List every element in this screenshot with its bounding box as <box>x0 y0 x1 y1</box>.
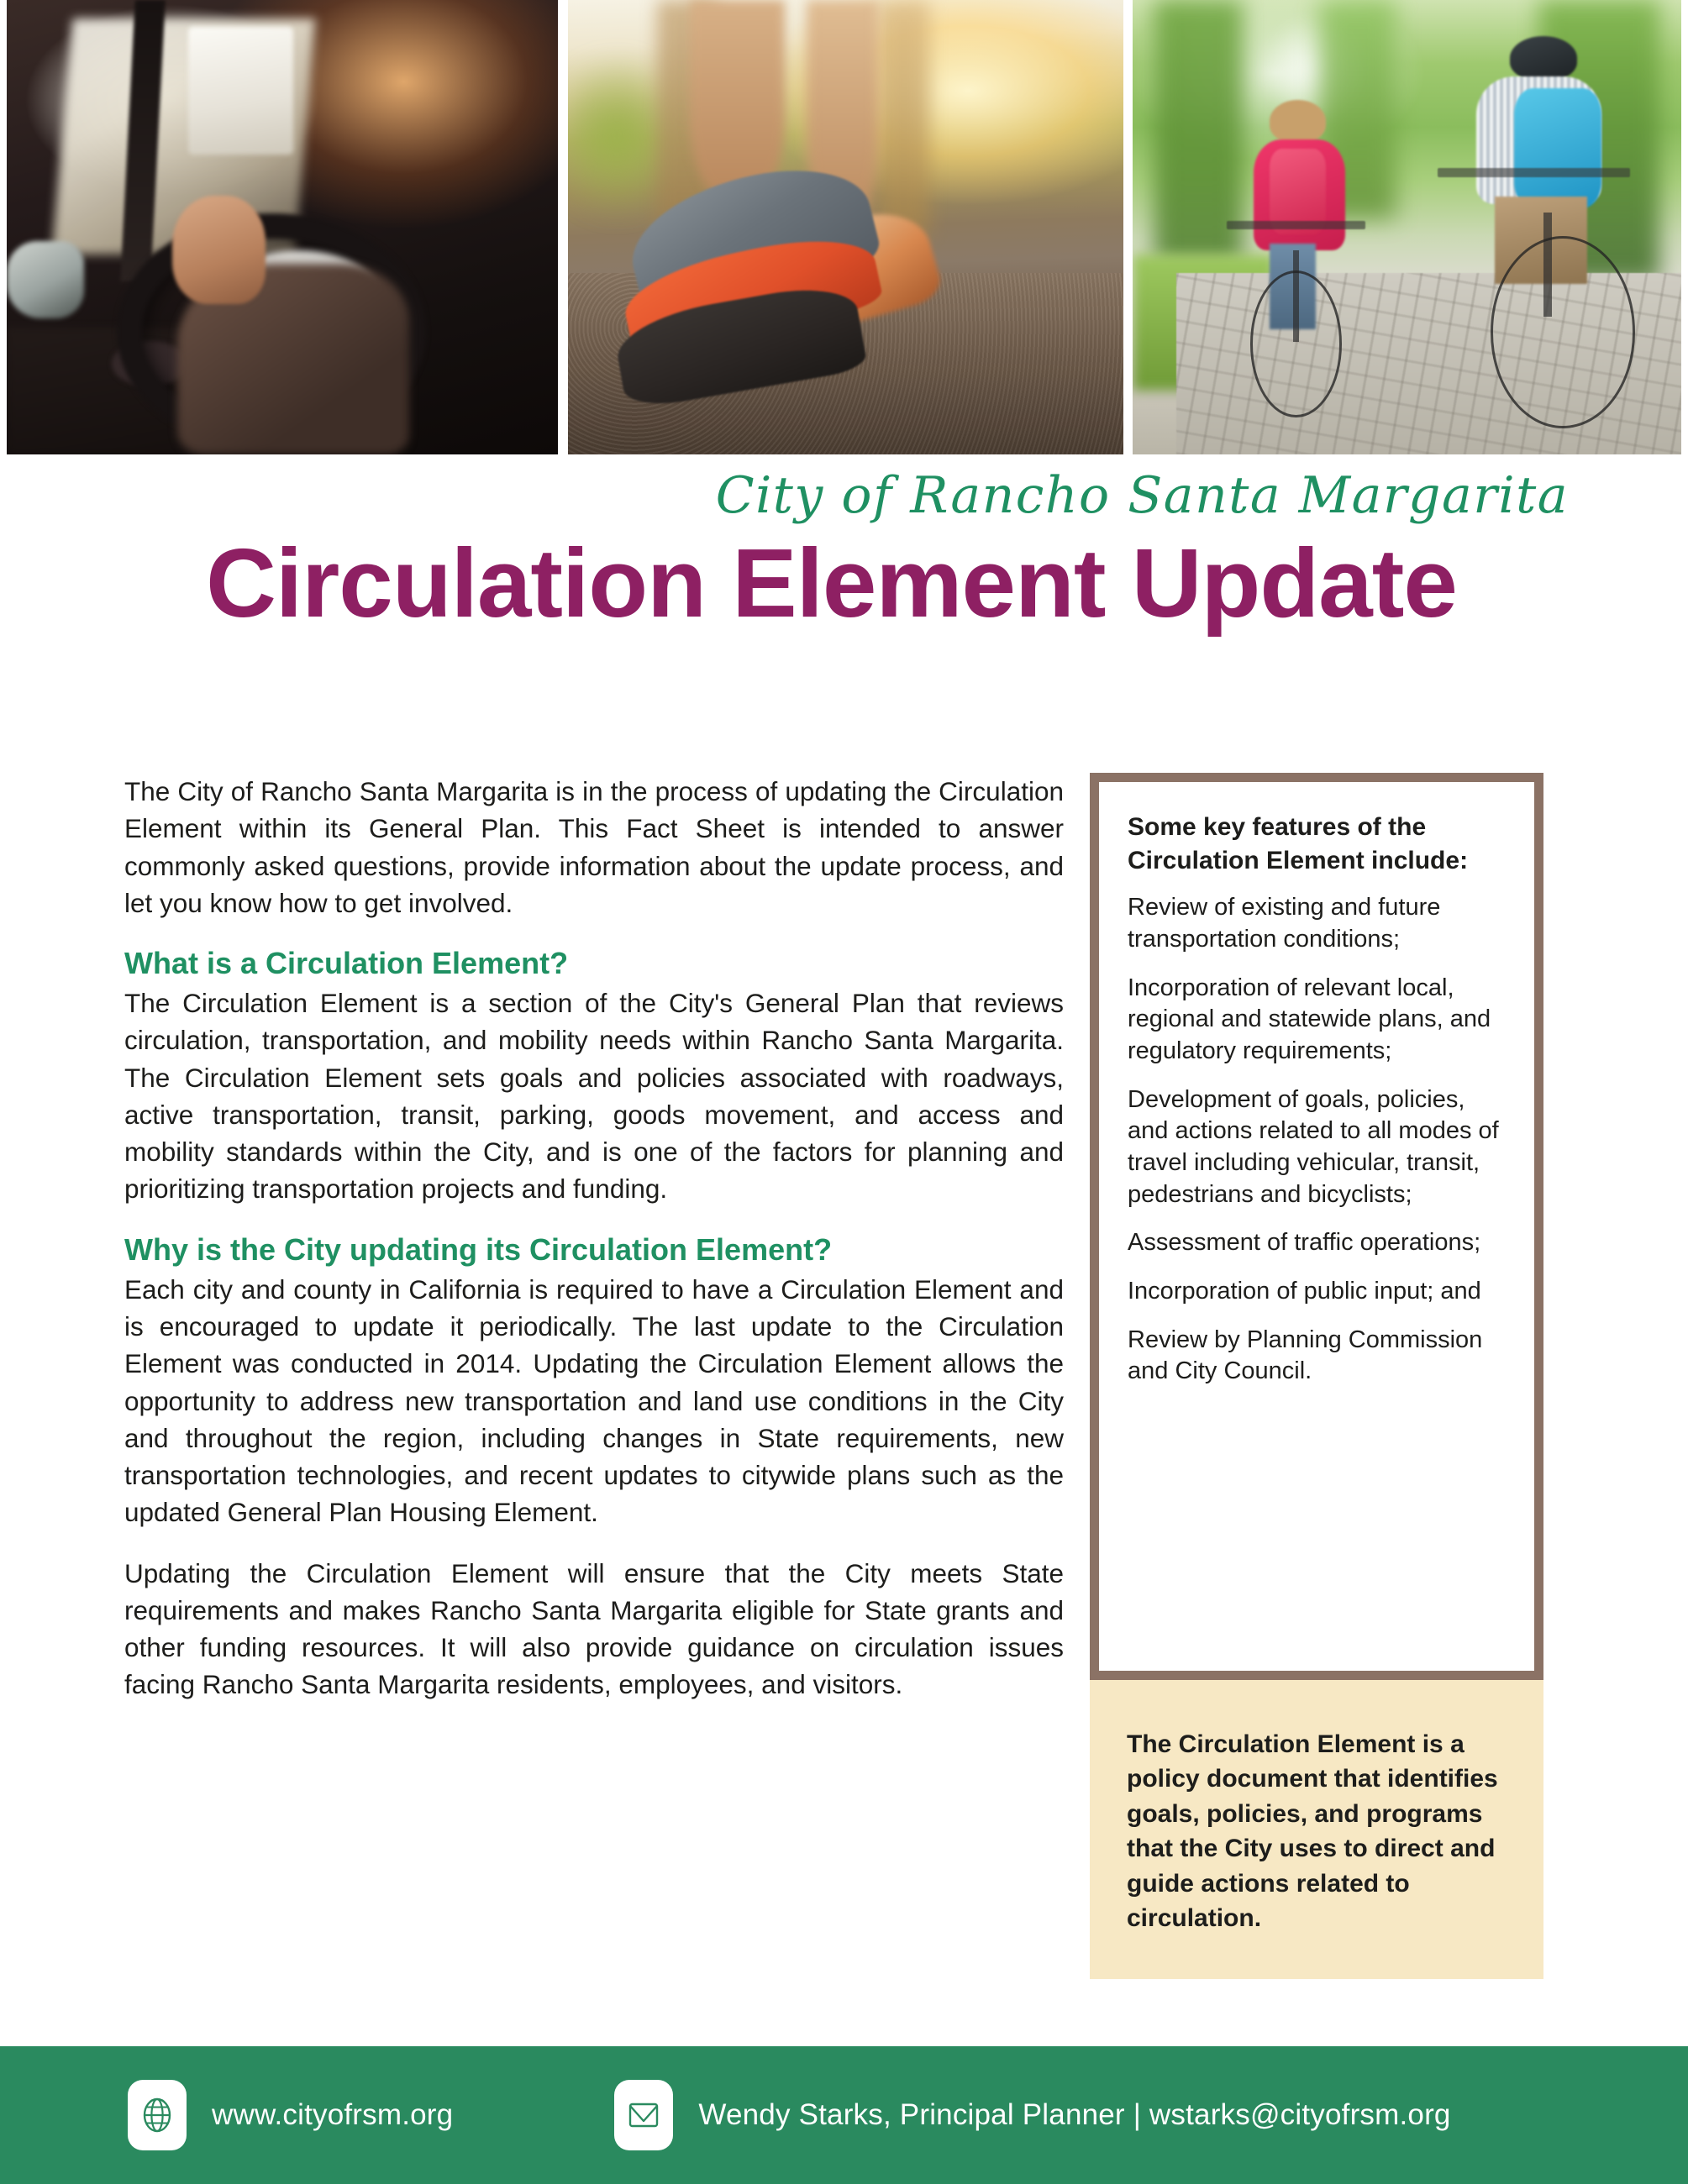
header-photo-strip <box>0 0 1688 454</box>
sidebar-column <box>1090 773 1543 1979</box>
side-mirror-shape <box>7 241 84 318</box>
key-features-title: Some key features of the Circulation Element include: <box>1128 813 1469 874</box>
footer-website-text[interactable]: www.cityofrsm.org <box>212 2098 454 2131</box>
body-content <box>0 773 1688 2016</box>
blue-backpack-shape <box>1514 88 1601 208</box>
intro-paragraph: The City of Rancho Santa Margarita is in the process of updating the Circulation Element within its General Plan. This Fact Sheet is intended to answer commonly asked questions, provide information about the update process, and let you know how to get involved. <box>124 776 1064 918</box>
section-heading-why-updating: Why is the City updating its Circulation Element? <box>124 1231 833 1267</box>
photo-driver-in-car <box>7 0 558 454</box>
feature-item: Review of existing and future transportation conditions; <box>1128 894 1441 953</box>
bicycle-wheel-shape <box>1250 270 1343 417</box>
closing-paragraph: Updating the Circulation Element will ensure that the City meets State requirements and makes Rancho Santa Margarita eligible for State grants and other funding resources. It will also provide guidance on circulation issues facing Rancho Santa Margarita residents, employees, and visitors. <box>124 1557 1064 1700</box>
envelope-icon <box>614 2080 673 2150</box>
section-body-what-is: The Circulation Element is a section of the City's General Plan that reviews circulation, transportation, and mobility needs within Rancho Santa Margarita. The Circulation Element sets goals and policies associated with roadways, active transportation, transit, parking, goods movement, and access and mobility standards within the City, and is one of the factors for planning and prioritizing transportation projects and funding. <box>124 988 1064 1205</box>
key-features-box <box>1090 773 1543 1680</box>
child-cyclist-pink <box>1220 100 1385 428</box>
photo-running-shoes <box>568 0 1123 454</box>
feature-item: Incorporation of public input; and <box>1128 1278 1481 1305</box>
section-body-why-updating: Each city and county in California is required to have a Circulation Element and is encouraged to update it periodically. The last update to the Circulation Element was conducted in 2014. Updating the Circulation Element allows the opportunity to address new transportation and land use conditions in the City and throughout the region, including changes in State requirements, new transportation technologies, and recent updates to citywide plans such as the updated General Plan Housing Element. <box>124 1273 1064 1528</box>
title-block <box>0 466 1688 641</box>
handlebar-shape <box>1438 168 1631 176</box>
driver-hand-shape <box>172 196 266 305</box>
footer-website-group[interactable] <box>128 2080 453 2150</box>
city-name-script: City of Rancho Santa Margarita <box>715 466 1569 525</box>
page-title: Circulation Element Update <box>206 528 1457 638</box>
photo-children-cycling <box>1133 0 1681 454</box>
feature-item: Review by Planning Commission and City Council. <box>1128 1326 1483 1385</box>
handlebar-shape <box>1227 221 1365 229</box>
runner-leg-shape <box>690 0 784 200</box>
feature-item: Development of goals, policies, and actions related to all modes of travel including vehicular, transit, pedestrians and bicyclists; <box>1128 1085 1499 1208</box>
definition-callout-box <box>1090 1680 1543 1979</box>
cyclist-head-shape <box>1270 100 1326 143</box>
blurred-tree-right-shape <box>879 0 928 236</box>
rearview-mirror-shape <box>188 27 293 154</box>
section-heading-what-is: What is a Circulation Element? <box>124 946 569 980</box>
footer-contact-group[interactable] <box>614 2080 1450 2150</box>
footer-contact-text[interactable]: Wendy Starks, Principal Planner | wstarks@cityofrsm.org <box>698 2098 1451 2131</box>
globe-icon <box>128 2080 187 2150</box>
child-cyclist-blue <box>1418 36 1659 436</box>
main-text-column <box>124 773 1064 1727</box>
feature-item: Assessment of traffic operations; <box>1128 1229 1481 1257</box>
cyclist-helmet-shape <box>1510 36 1577 80</box>
feature-item: Incorporation of relevant local, regional and statewide plans, and regulatory requirements; <box>1128 974 1491 1064</box>
definition-callout-text: The Circulation Element is a policy document that identifies goals, policies, and programs that the City uses to direct and guide actions related to circulation. <box>1127 1730 1498 1932</box>
footer-bar <box>0 2046 1688 2184</box>
bicycle-wheel-shape <box>1491 236 1635 428</box>
